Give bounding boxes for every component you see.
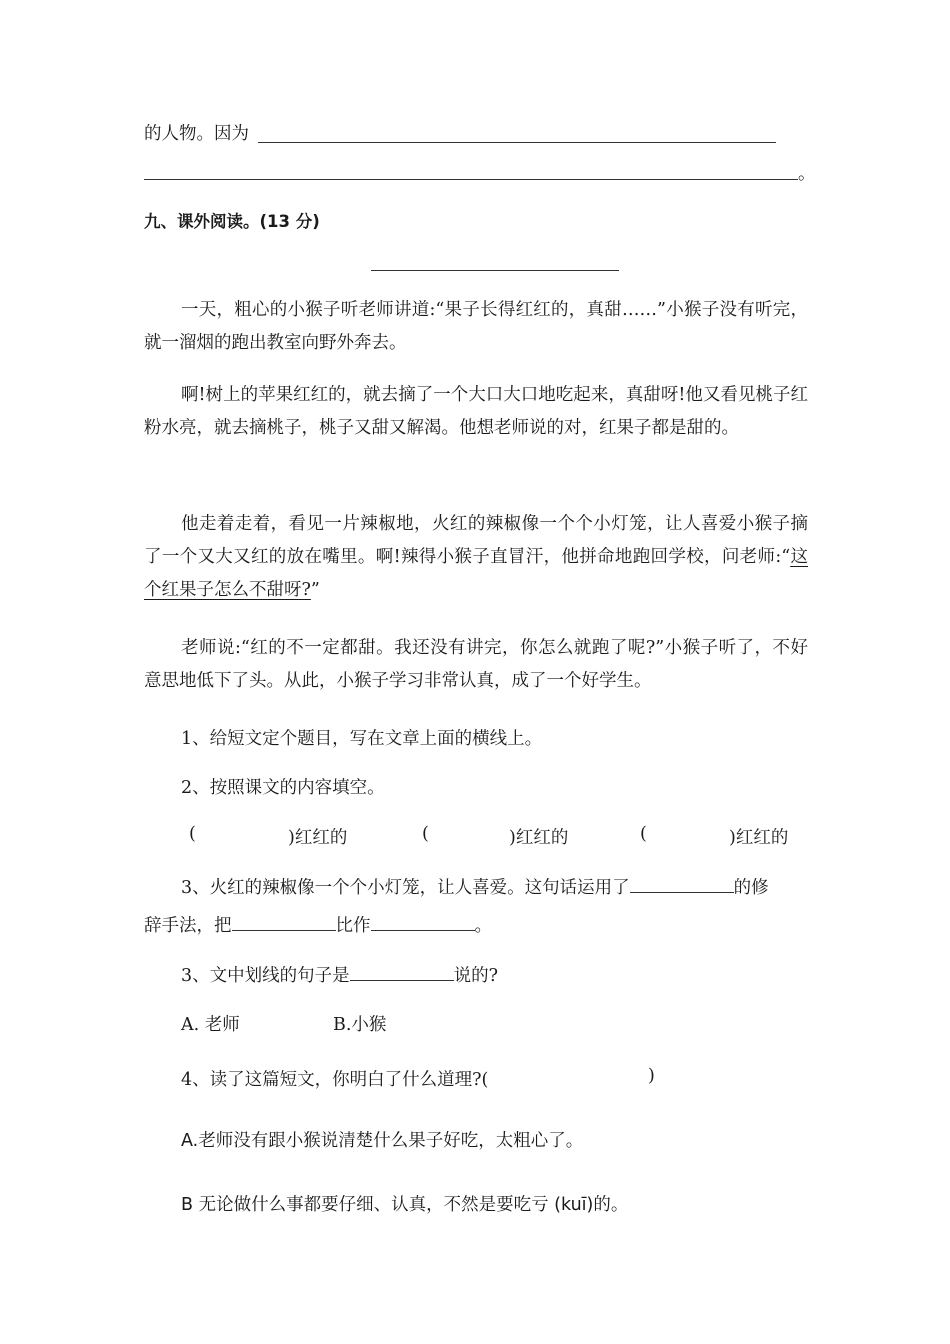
q3a-blank-subject[interactable] [232,912,336,931]
q3a-blank-rhetoric[interactable] [630,874,734,893]
q3b-text-end: 说的? [453,966,499,986]
answer-blank-line-1[interactable] [258,142,776,143]
q3a-text-end: 的修 [733,878,769,898]
q3b-option-a[interactable]: A. 老师 [181,1015,240,1035]
answer-blank-line-2[interactable] [144,179,798,180]
q2-item-1-close[interactable]: )红红的 [288,828,348,848]
section-nine-heading: 九、课外阅读。(13 分) [144,212,320,231]
q3a-line2-text: 辞手法，把 [144,916,232,936]
question-1: 1、给短文定个题目，写在文章上面的横线上。 [181,729,543,749]
q2-item-3-close[interactable]: )红红的 [729,828,789,848]
passage-paragraph-4: 老师说:“红的不一定都甜。我还没有讲完，你怎么就跑了呢?”小猴子听了，不好意思地低下了头。从此，小猴子学习非常认真，成了一个好学生。 [144,638,808,691]
passage-paragraph-3 [144,508,808,607]
question-3a-line-2 [144,912,492,937]
prev-answer-line1 [144,120,249,145]
q3b-option-b[interactable]: B.小猴 [333,1015,387,1035]
passage-p3-text: 他走着走着，看见一片辣椒地，火红的辣椒像一个个小灯笼，让人喜爱小猴子摘了一个又大又红的放在嘴里。啊!辣得小猴子直冒汗，他拼命地跑回学校，问老师:“ [144,514,808,567]
q3a-line2-compare: 比作 [335,916,371,936]
passage-paragraph-1: 一天，粗心的小猴子听老师讲道:“果子长得红红的，真甜……”小猴子没有听完，就一溜烟的跑出教室向野外奔去。 [144,300,808,353]
question-3b [181,962,498,987]
q4-option-b[interactable] [181,1191,628,1216]
q3a-text: 3、火红的辣椒像一个个小灯笼，让人喜爱。这句话运用了 [181,878,630,898]
question-4: 4、读了这篇短文，你明白了什么道理?( [181,1070,489,1090]
q4-option-b-end: )的。 [586,1195,629,1215]
question-2: 2、按照课文的内容填空。 [181,778,385,798]
passage-title-blank[interactable] [371,270,619,271]
q2-item-2-open: ( [422,824,429,844]
q3a-line2-end: 。 [474,916,492,936]
q4-option-b-text: B 无论做什么事都要仔细、认真，不然是要吃亏 ( [181,1195,561,1215]
q2-item-1-open: ( [189,824,196,844]
q4-option-a[interactable]: A.老师没有跟小猴说清楚什么果子好吃，太粗心了。 [181,1131,584,1151]
underlined-sentence: 这个红果子怎么不甜呀? [144,547,808,600]
q3a-blank-object[interactable] [371,912,475,931]
q3b-text: 3、文中划线的句子是 [181,966,350,986]
q2-item-3-open: ( [640,824,647,844]
q4-option-b-pinyin: kuī [560,1195,587,1215]
passage-paragraph-2: 啊!树上的苹果红红的，就去摘了一个大口大口地吃起来，真甜呀!他又看见桃子红粉水亮，就去摘桃子，桃子又甜又解渴。他想老师说的对，红果子都是甜的。 [144,385,808,438]
q4-answer-close[interactable]: ) [648,1066,655,1086]
question-3a-line-1 [181,874,769,899]
answer-line-end-period: 。 [798,164,816,184]
q2-item-2-close[interactable]: )红红的 [509,828,569,848]
passage-p3-close-quote: ” [310,580,320,600]
prev-answer-prefix: 的人物。因为 [144,124,249,144]
q3b-blank[interactable] [350,962,454,981]
